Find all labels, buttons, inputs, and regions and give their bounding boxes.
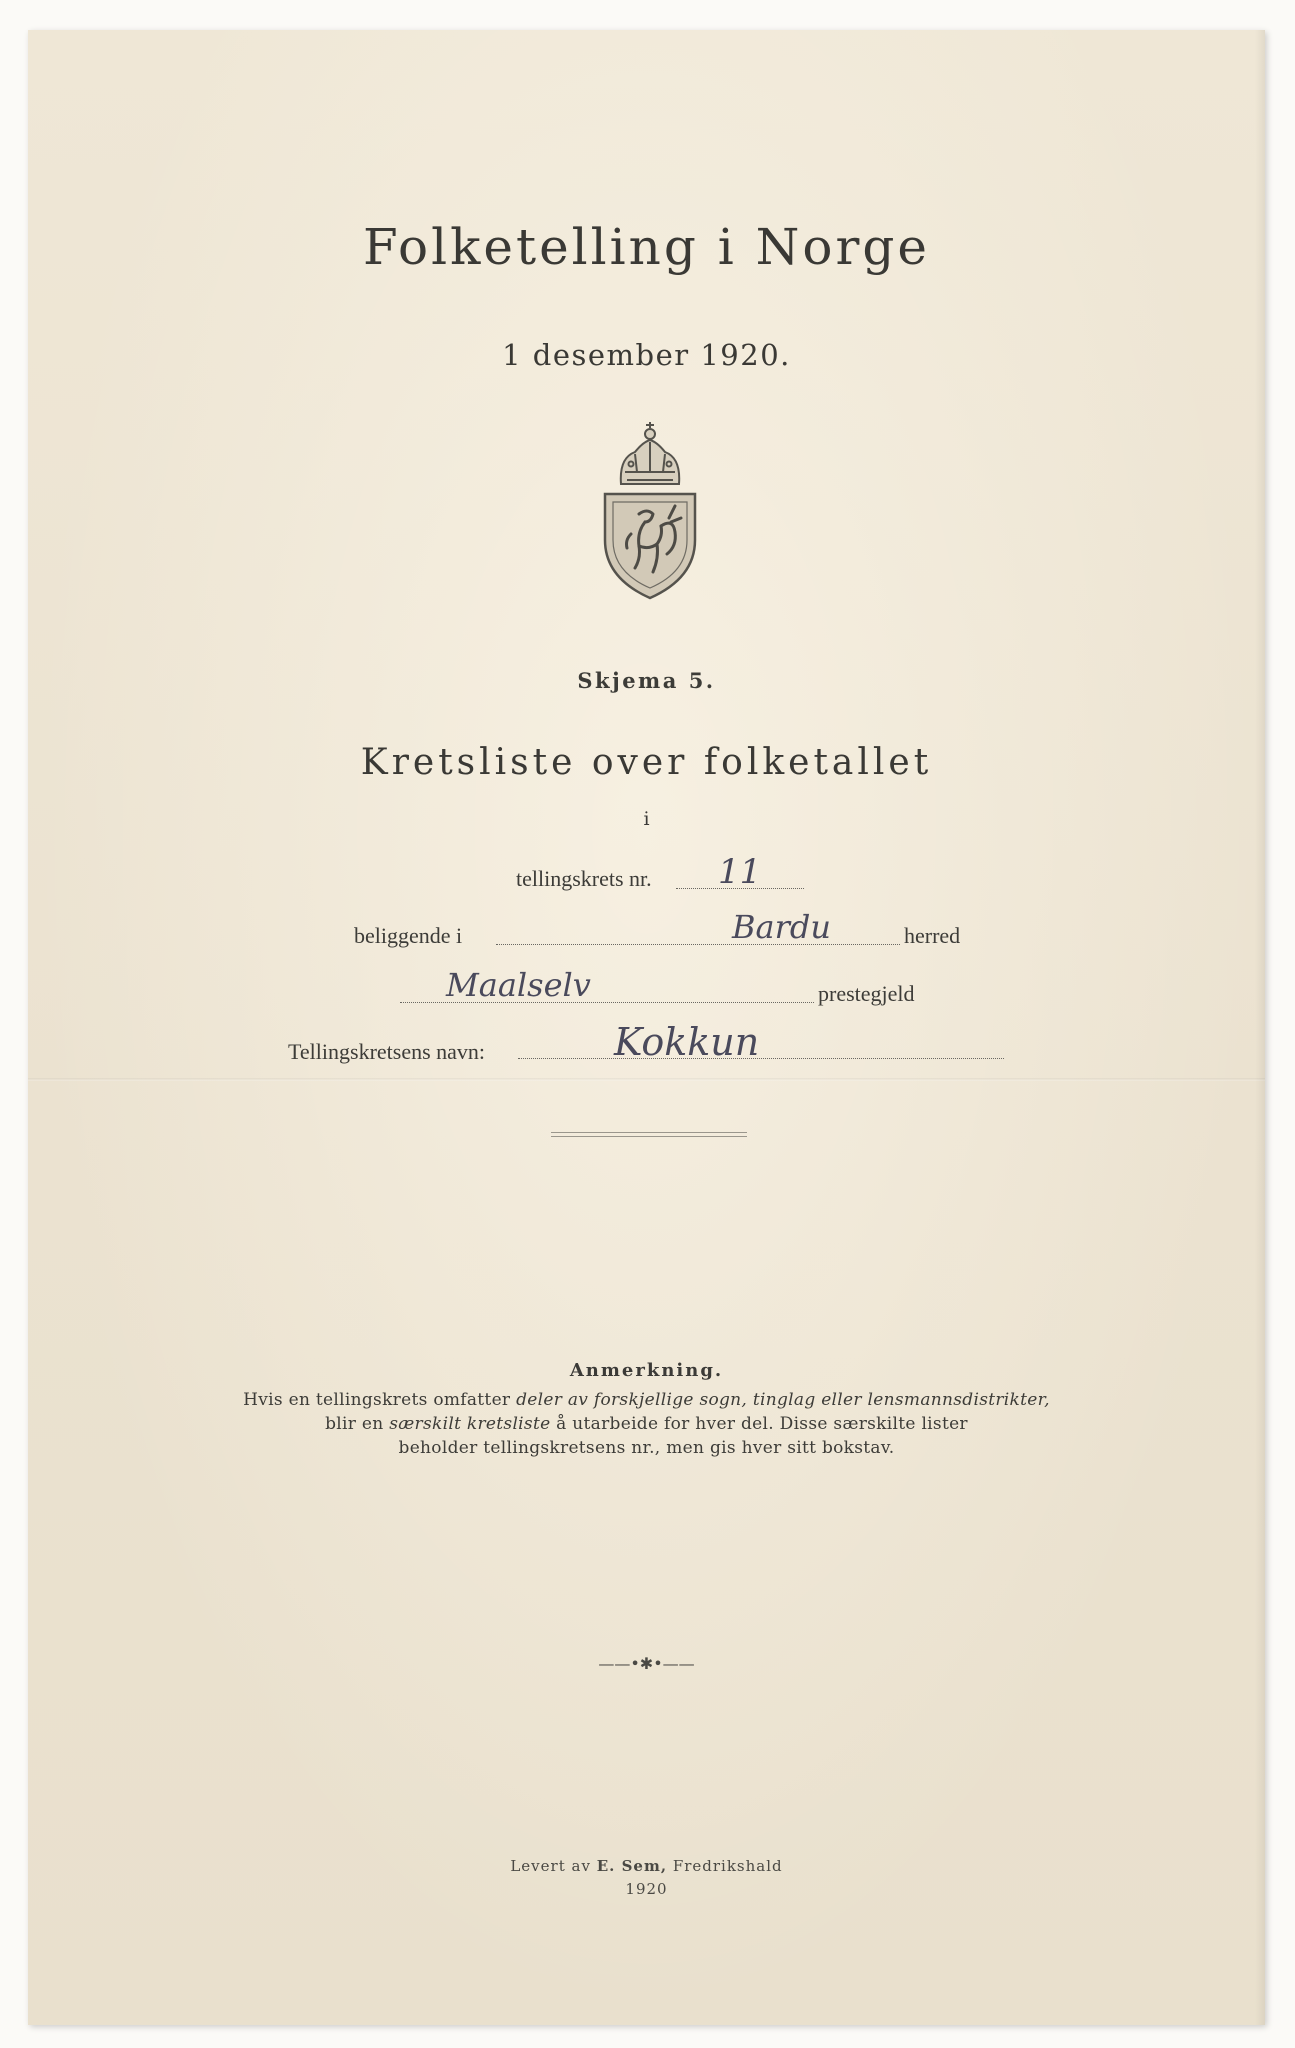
form-heading: Kretsliste over folketallet bbox=[360, 742, 933, 783]
navn-dotted-line bbox=[518, 1058, 1004, 1059]
navn-value: Kokkun bbox=[614, 1020, 760, 1064]
herred-label: herred bbox=[904, 923, 961, 948]
connector-i: i bbox=[643, 808, 650, 830]
document-title: Folketelling i Norge bbox=[363, 218, 930, 276]
paper-edge bbox=[1255, 30, 1265, 2025]
herred-value: Bardu bbox=[732, 908, 831, 946]
printer-year: 1920 bbox=[625, 1880, 668, 1898]
printer-place: Fredrikshald bbox=[667, 1857, 783, 1875]
note-line-2-text-c: å utarbeide for hver del. Disse særskilte lister bbox=[550, 1414, 968, 1434]
prestegjeld-label: prestegjeld bbox=[818, 981, 915, 1006]
note-line-1 bbox=[28, 1390, 1265, 1410]
census-date: 1 desember 1920. bbox=[502, 338, 791, 372]
note-line-2-text-a: blir en bbox=[325, 1414, 390, 1434]
prestegjeld-value: Maalselv bbox=[446, 966, 591, 1004]
tellingskrets-value: 11 bbox=[718, 852, 762, 892]
herred-dotted-line bbox=[496, 944, 900, 945]
ornament-divider: ——•✱•—— bbox=[598, 1654, 695, 1673]
note-title: Anmerkning. bbox=[569, 1360, 724, 1381]
printer-line bbox=[28, 1857, 1265, 1875]
section-divider bbox=[551, 1132, 747, 1133]
beliggende-label: beliggende i bbox=[354, 923, 463, 948]
note-line-2 bbox=[28, 1414, 1265, 1434]
tellingskrets-label: tellingskrets nr. bbox=[516, 866, 652, 891]
coat-of-arms-icon bbox=[591, 422, 709, 600]
note-line-1-text: Hvis en tellingskrets omfatter bbox=[243, 1390, 517, 1410]
note-line-1-italic: deler av forskjellige sogn, tinglag eller lensmannsdistrikter, bbox=[516, 1390, 1050, 1410]
census-form-page bbox=[28, 30, 1265, 2025]
navn-label: Tellingskretsens navn: bbox=[288, 1039, 486, 1064]
note-line-3: beholder tellingskretsens nr., men gis hver sitt bokstav. bbox=[398, 1438, 895, 1458]
note-line-2-italic: særskilt kretsliste bbox=[389, 1414, 551, 1434]
paper-fold bbox=[28, 1078, 1265, 1081]
printer-name: E. Sem, bbox=[596, 1857, 668, 1875]
schema-number: Skjema 5. bbox=[577, 668, 716, 693]
section-divider-double bbox=[551, 1136, 747, 1137]
printer-prefix: Levert av bbox=[510, 1857, 597, 1875]
